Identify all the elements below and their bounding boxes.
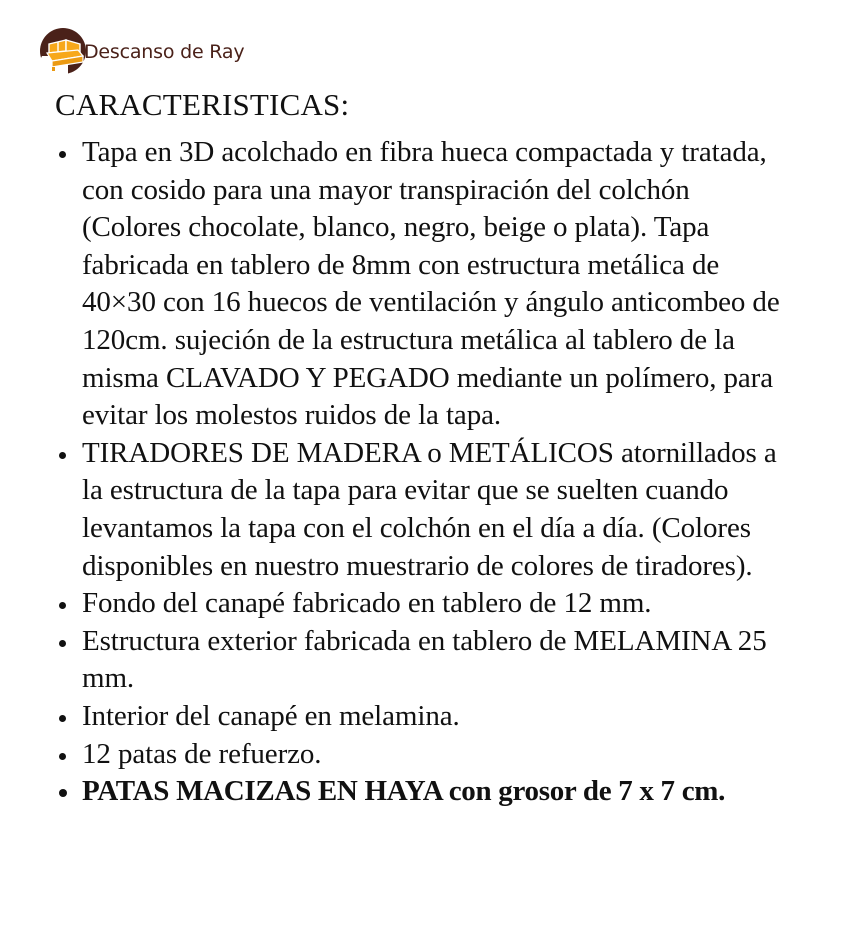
list-item [0, 736, 849, 774]
features-document [0, 86, 849, 811]
brand-name: Descanso de Ray [84, 40, 245, 63]
list-item-text: Fondo del canapé fabricado en tablero de 12 mm. [82, 587, 652, 620]
list-item-text: TIRADORES DE MADERA o METÁLICOS atornillados a la estructura de la tapa para evitar que se suelten cuando levantamos la tapa con el colchón en el día a día. (Colores disponibles en nuestro muestrario de colores de tiradores). [82, 436, 777, 582]
list-item-text: Estructura exterior fabricada en tablero de MELAMINA 25 mm. [82, 624, 767, 695]
bullet-icon [59, 151, 66, 158]
bullet-icon [59, 753, 66, 760]
list-item-text: Interior del canapé en melamina. [82, 699, 460, 732]
bed-icon [38, 26, 88, 76]
brand-logo-header [38, 26, 244, 76]
list-item-text: PATAS MACIZAS EN HAYA con grosor de 7 x 7 cm. [82, 775, 726, 808]
list-item-text: Tapa en 3D acolchado en fibra hueca compactada y tratada, con cosido para una mayor transpiración del colchón (Colores chocolate, blanco, negro, beige o plata). Tapa fabricada en tablero de 8mm con estructura metálica de 40×30 con 16 huecos de ventilación y ángulo anticombeo de 120cm. sujeción de la estructura metálica al tablero de la misma CLAVADO Y PEGADO mediante un polímero, para evitar los molestos ruidos de la tapa. [82, 136, 780, 432]
bullet-icon [59, 789, 67, 797]
bullet-icon [59, 602, 66, 609]
features-list [0, 134, 849, 811]
list-item [0, 623, 849, 698]
list-item [0, 134, 849, 435]
list-item [0, 773, 849, 811]
list-item [0, 698, 849, 736]
bullet-icon [59, 715, 66, 722]
list-item-text: 12 patas de refuerzo. [82, 737, 322, 770]
bullet-icon [59, 452, 66, 459]
bullet-icon [59, 640, 66, 647]
list-item [0, 585, 849, 623]
page-title: CARACTERISTICAS: [55, 87, 350, 122]
list-item [0, 435, 849, 585]
